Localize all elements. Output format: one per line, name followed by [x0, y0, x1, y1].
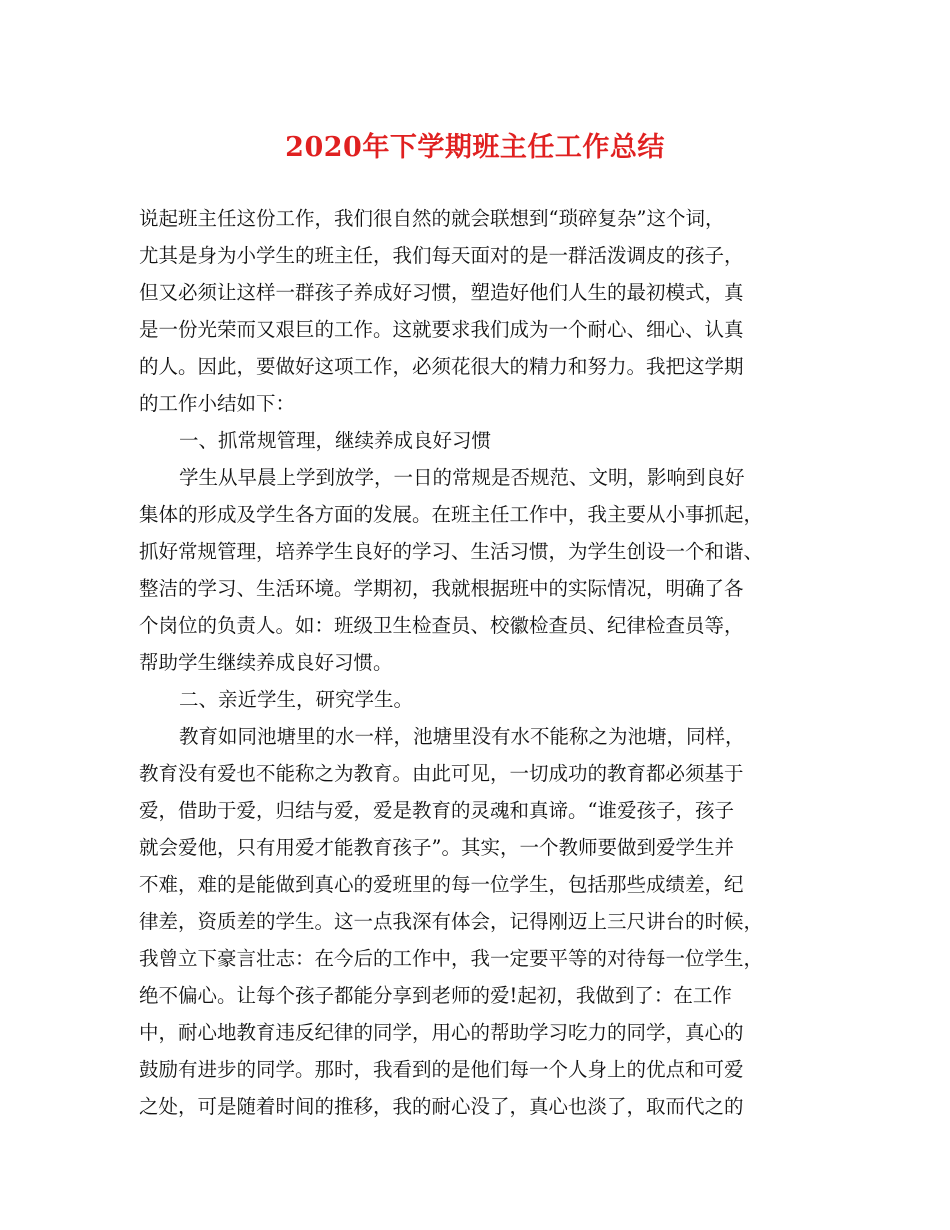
body-line: 的工作小结如下：	[139, 392, 296, 415]
body-line: 学生从早晨上学到放学，一日的常规是否规范、文明，影响到良好	[179, 466, 745, 489]
body-line: 教育没有爱也不能称之为教育。由此可见，一切成功的教育都必须基于	[139, 762, 744, 785]
body-line: 说起班主任这份工作，我们很自然的就会联想到“琐碎复杂”这个词，	[139, 207, 725, 230]
body-line: 鼓励有进步的同学。那时，我看到的是他们每一个人身上的优点和可爱	[139, 1058, 744, 1081]
body-line: 是一份光荣而又艰巨的工作。这就要求我们成为一个耐心、细心、认真	[139, 318, 744, 341]
body-line: 个岗位的负责人。如：班级卫生检查员、校徽检查员、纪律检查员等，	[139, 614, 744, 637]
body-line: 我曾立下豪言壮志：在今后的工作中，我一定要平等的对待每一位学生，	[139, 947, 764, 970]
document-body	[139, 200, 839, 1125]
body-line: 整洁的学习、生活环境。学期初，我就根据班中的实际情况，明确了各	[139, 577, 744, 600]
body-line: 教育如同池塘里的水一样，池塘里没有水不能称之为池塘，同样，	[179, 725, 745, 748]
body-line: 集体的形成及学生各方面的发展。在班主任工作中，我主要从小事抓起，	[139, 503, 764, 526]
body-line: 之处，可是随着时间的推移，我的耐心没了，真心也淡了，取而代之的	[139, 1095, 744, 1118]
body-line: 绝不偏心。让每个孩子都能分享到老师的爱!起初，我做到了：在工作	[139, 984, 732, 1007]
body-line: 的人。因此，要做好这项工作，必须花很大的精力和努力。我把这学期	[139, 355, 744, 378]
document-title: 2020年下学期班主任工作总结	[285, 132, 665, 163]
body-line: 二、亲近学生，研究学生。	[179, 688, 414, 711]
body-line: 一、抓常规管理，继续养成良好习惯	[179, 429, 492, 452]
body-line: 不难，难的是能做到真心的爱班里的每一位学生，包括那些成绩差，纪	[139, 873, 744, 896]
body-line: 就会爱他，只有用爱才能教育孩子”。其实，一个教师要做到爱学生并	[139, 836, 734, 859]
body-line: 尤其是身为小学生的班主任，我们每天面对的是一群活泼调皮的孩子，	[139, 244, 744, 267]
body-line: 律差，资质差的学生。这一点我深有体会，记得刚迈上三尺讲台的时候，	[139, 910, 764, 933]
body-line: 爱，借助于爱，归结与爱，爱是教育的灵魂和真谛。“谁爱孩子，孩子	[139, 799, 734, 822]
body-line: 中，耐心地教育违反纪律的同学，用心的帮助学习吃力的同学，真心的	[139, 1021, 744, 1044]
body-line: 抓好常规管理，培养学生良好的学习、生活习惯，为学生创设一个和谐、	[139, 540, 764, 563]
body-line: 帮助学生继续养成良好习惯。	[139, 651, 393, 674]
body-line: 但又必须让这样一群孩子养成好习惯，塑造好他们人生的最初模式，真	[139, 281, 744, 304]
